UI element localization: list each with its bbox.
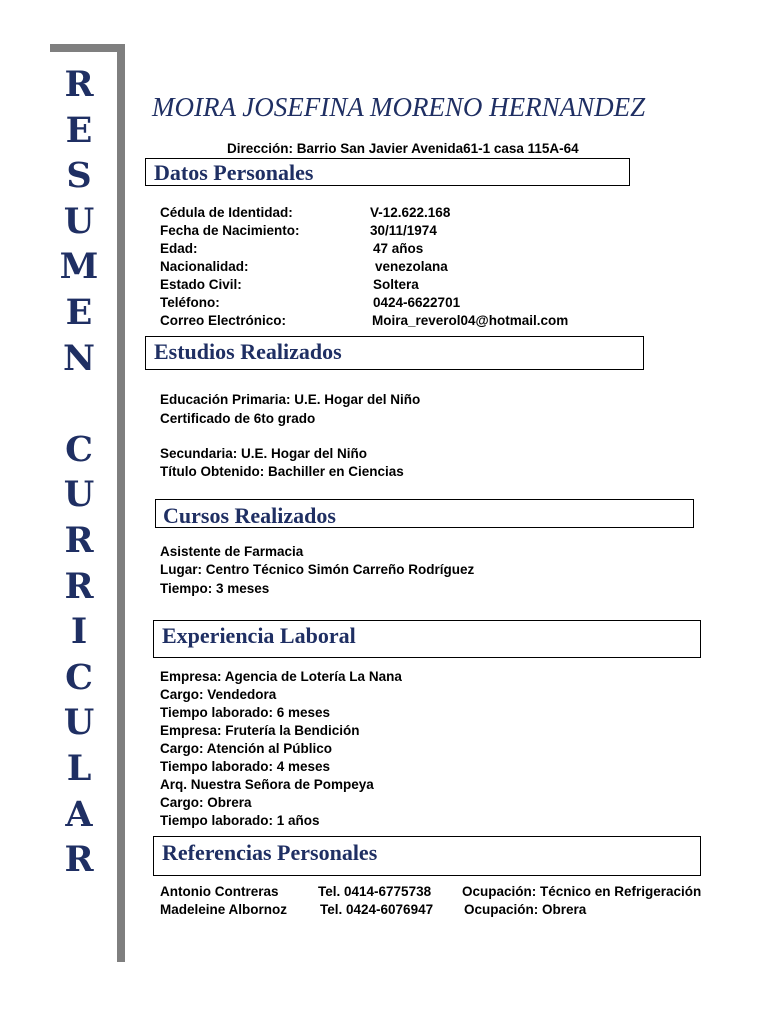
vertical-letter: M	[59, 246, 99, 288]
vertical-letter: R	[64, 519, 94, 561]
estudios-line: Secundaria: U.E. Hogar del Niño	[160, 446, 368, 461]
experiencia-line: Empresa: Agencia de Lotería La Nana	[160, 669, 402, 684]
resumen-curricular-vertical-title	[48, 62, 110, 883]
estudios-line: Título Obtenido: Bachiller en Ciencias	[160, 464, 404, 479]
vertical-letter: E	[65, 291, 93, 333]
vertical-letter: L	[66, 747, 92, 789]
field-label: Teléfono:	[160, 295, 220, 310]
sidebar-top-bar	[50, 44, 125, 52]
vertical-letter-gap	[48, 381, 110, 427]
experiencia-line: Cargo: Atención al Público	[160, 741, 333, 756]
field-value: Moira_reverol04@hotmail.com	[372, 313, 569, 328]
experiencia-line: Tiempo laborado: 4 meses	[160, 759, 331, 774]
section-title-datos-personales: Datos Personales	[154, 160, 314, 185]
reference-name: Madeleine Albornoz	[160, 902, 288, 917]
estudios-line: Certificado de 6to grado	[160, 411, 316, 426]
field-label: Cédula de Identidad:	[160, 205, 293, 220]
sidebar-vertical-bar	[117, 44, 125, 962]
reference-occupation: Ocupación: Técnico en Refrigeración	[462, 884, 702, 899]
field-value: venezolana	[375, 259, 448, 274]
vertical-letter: C	[65, 656, 93, 698]
vertical-letter: C	[65, 428, 93, 470]
experiencia-line: Cargo: Vendedora	[160, 687, 277, 702]
field-label: Estado Civil:	[160, 277, 242, 292]
experiencia-line: Cargo: Obrera	[160, 795, 252, 810]
vertical-letter: R	[64, 565, 94, 607]
field-value: V-12.622.168	[370, 205, 451, 220]
estudios-line: Educación Primaria: U.E. Hogar del Niño	[160, 392, 421, 407]
section-title-cursos: Cursos Realizados	[163, 503, 336, 528]
vertical-letter: R	[64, 64, 94, 105]
reference-occupation: Ocupación: Obrera	[464, 902, 587, 917]
candidate-name: MOIRA JOSEFINA MORENO HERNANDEZ	[152, 92, 646, 122]
section-title-experiencia: Experiencia Laboral	[162, 623, 356, 648]
section-title-estudios: Estudios Realizados	[154, 339, 342, 364]
section-title-referencias: Referencias Personales	[162, 840, 378, 865]
reference-phone: Tel. 0414-6775738	[318, 884, 432, 899]
vertical-letter: S	[66, 155, 92, 197]
vertical-letter: U	[63, 474, 95, 516]
field-label: Fecha de Nacimiento:	[160, 223, 300, 238]
vertical-letter: N	[63, 337, 95, 379]
field-value: 0424-6622701	[373, 295, 461, 310]
experiencia-line: Empresa: Frutería la Bendición	[160, 723, 360, 738]
experiencia-line: Tiempo laborado: 1 años	[160, 813, 320, 828]
experiencia-line: Arq. Nuestra Señora de Pompeya	[160, 777, 374, 792]
vertical-letter: R	[64, 839, 94, 881]
field-label: Edad:	[160, 241, 198, 256]
reference-phone: Tel. 0424-6076947	[320, 902, 434, 917]
vertical-letter: U	[63, 200, 95, 242]
field-value: 30/11/1974	[370, 223, 437, 238]
field-label: Correo Electrónico:	[160, 313, 287, 328]
address: Dirección: Barrio San Javier Avenida61-1 casa 115A-64	[227, 141, 579, 156]
experiencia-line: Tiempo laborado: 6 meses	[160, 705, 331, 720]
cursos-line: Lugar: Centro Técnico Simón Carreño Rodríguez	[160, 562, 475, 577]
cursos-line: Asistente de Farmacia	[160, 544, 304, 559]
cursos-line: Tiempo: 3 meses	[160, 581, 270, 596]
reference-name: Antonio Contreras	[160, 884, 279, 899]
vertical-letter: A	[65, 793, 93, 835]
field-label: Nacionalidad:	[160, 259, 249, 274]
vertical-letter: U	[63, 702, 95, 744]
field-value: 47 años	[373, 241, 424, 256]
vertical-letter: I	[70, 611, 88, 653]
vertical-letter: E	[65, 109, 93, 151]
field-value: Soltera	[373, 277, 419, 292]
